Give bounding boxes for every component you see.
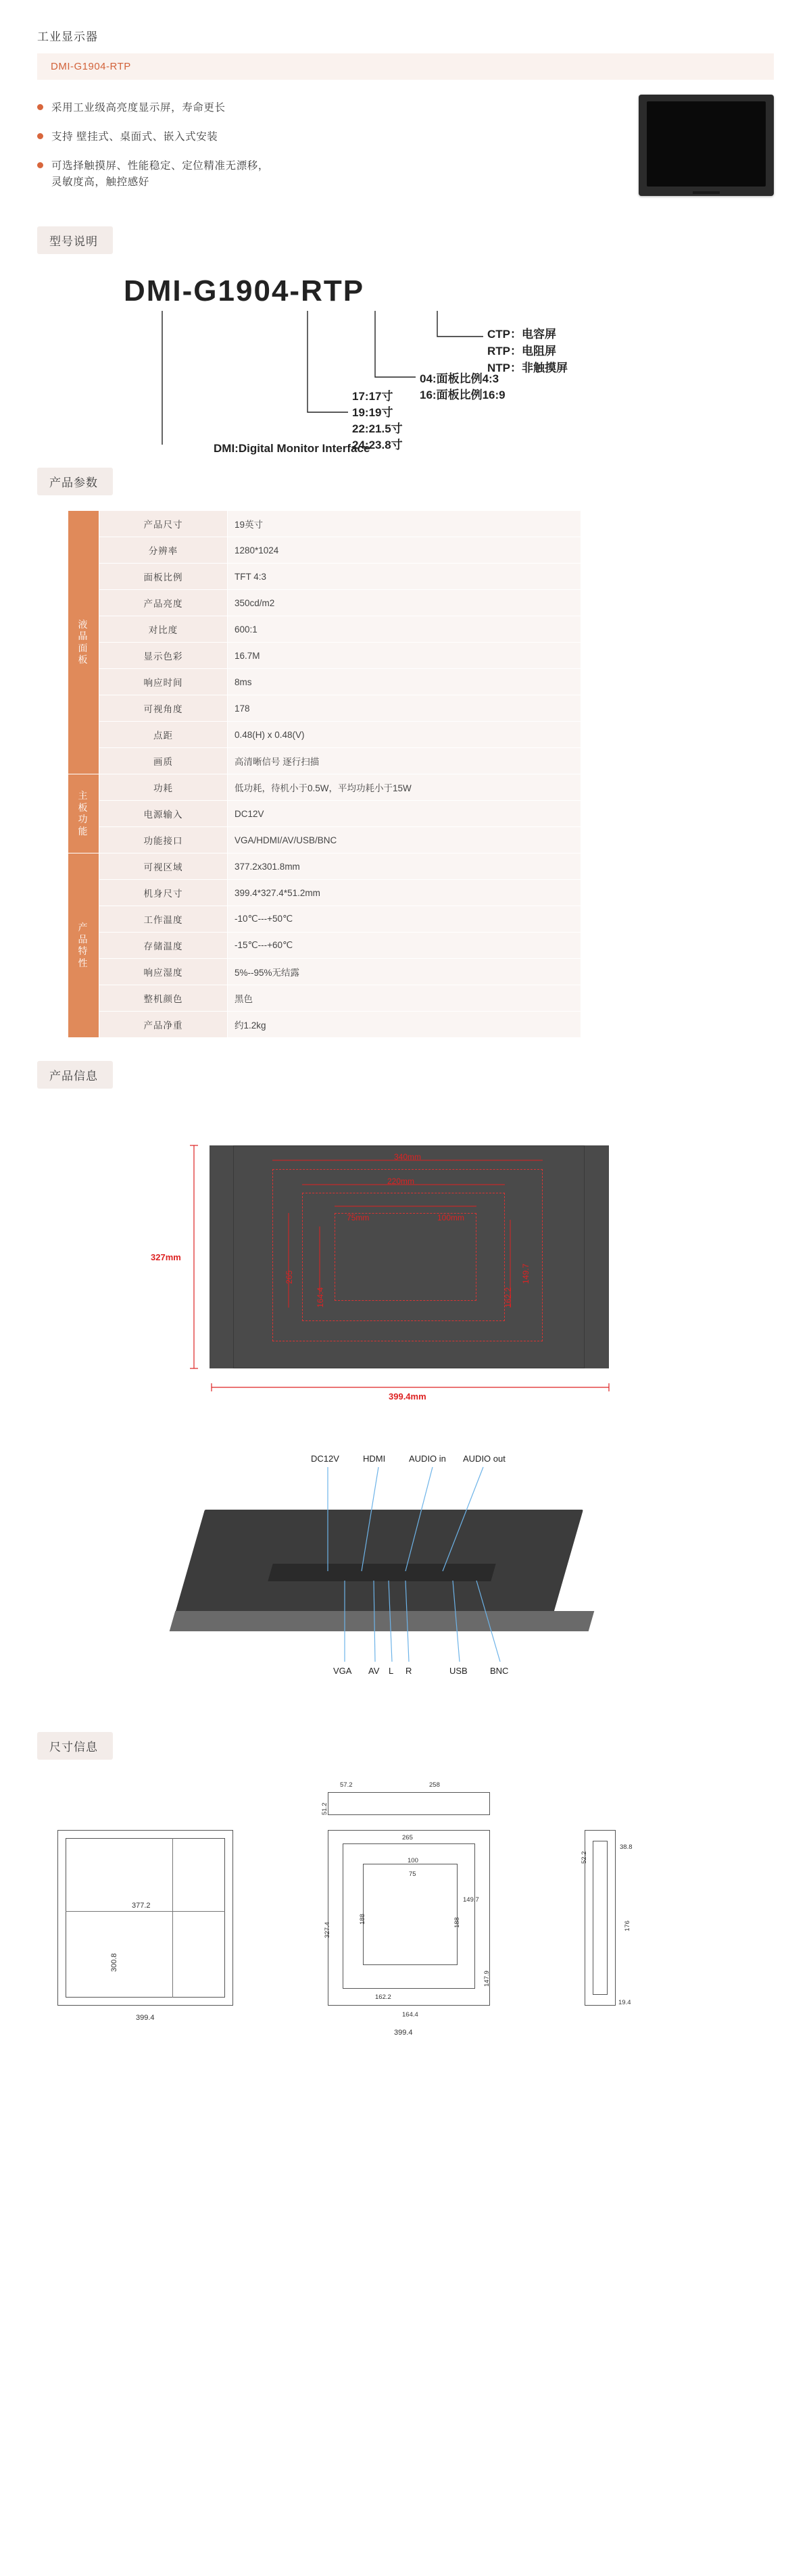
model-code: DMI-G1904-RTP — [124, 274, 365, 308]
spec-key: 分辨率 — [99, 537, 228, 564]
page-title: 工业显示器 — [37, 30, 98, 43]
table-row — [68, 643, 581, 669]
port-label-dc12v: DC12V — [311, 1454, 339, 1464]
spec-key: 功能接口 — [99, 827, 228, 853]
dim-height: 327mm — [151, 1252, 181, 1263]
spec-key: 工作温度 — [99, 906, 228, 933]
dimension-drawings — [37, 1776, 774, 2066]
list-item — [37, 100, 625, 117]
view2-dim-75: 75 — [409, 1871, 416, 1879]
spec-key: 产品尺寸 — [99, 511, 228, 537]
section-params — [0, 445, 811, 495]
list-item — [37, 158, 625, 192]
spec-value: VGA/HDMI/AV/USB/BNC — [228, 827, 581, 853]
feature-list — [37, 95, 625, 203]
port-label-bnc: BNC — [490, 1666, 509, 1677]
table-row — [68, 774, 581, 801]
model-suffix-rtp-key: RTP： — [487, 345, 522, 358]
table-row — [68, 853, 581, 880]
view2-dim-top-a: 57.2 — [340, 1781, 353, 1789]
view1-dim-inner-h: 300.8 — [110, 1953, 118, 1973]
view2-dim-327: 327.4 — [324, 1922, 331, 1939]
port-label-vga: VGA — [333, 1666, 352, 1677]
port-label-audio-out: AUDIO out — [463, 1454, 506, 1464]
spec-key: 面板比例 — [99, 564, 228, 590]
bullet-dot-icon — [37, 133, 43, 139]
spec-key: 存储温度 — [99, 933, 228, 959]
port-label-av: AV — [368, 1666, 380, 1677]
spec-group-mainboard — [68, 774, 99, 853]
spec-group-mainboard-label: 主板功能 — [78, 790, 89, 837]
section-product-info — [0, 1038, 811, 1089]
spec-value: 377.2x301.8mm — [228, 853, 581, 880]
spec-value: 178 — [228, 695, 581, 722]
dim-inner-100: 100mm — [437, 1213, 465, 1223]
model-suffix-ntp-val: 非触摸屏 — [522, 362, 568, 375]
view-side-inner — [593, 1841, 608, 1995]
dim-tiny-vert: 162.2 — [503, 1287, 513, 1308]
monitor-photo — [639, 95, 774, 196]
spec-key: 整机颜色 — [99, 985, 228, 1012]
spec-value: 399.4*327.4*51.2mm — [228, 880, 581, 906]
mechanical-drawing-front — [37, 1105, 774, 1422]
dim-inner-mid: 220mm — [387, 1176, 415, 1187]
model-prefix-dmi: DMI:Digital Monitor Interface — [214, 442, 370, 455]
port-label-r: R — [406, 1666, 412, 1677]
bullet-dot-icon — [37, 162, 43, 168]
monitor-screen — [647, 101, 766, 187]
leader-lines — [37, 269, 774, 445]
table-row — [68, 748, 581, 774]
model-suffix-rtp — [487, 341, 556, 358]
model-suffix-ctp-val: 电容屏 — [522, 328, 556, 341]
port-label-l: L — [389, 1666, 394, 1677]
spec-key: 产品净重 — [99, 1012, 228, 1038]
spec-value: 600:1 — [228, 616, 581, 643]
view2-dim-265: 265 — [402, 1834, 413, 1842]
view2-dim-164: 164.4 — [402, 2011, 418, 2019]
dim-right-vert: 149.7 — [521, 1264, 531, 1285]
view2-dim-149: 149.7 — [463, 1896, 479, 1904]
view-top-strip — [328, 1792, 490, 1815]
spec-group-panel — [68, 511, 99, 774]
dim-width: 399.4mm — [389, 1391, 426, 1402]
section-title-size-info: 尺寸信息 — [37, 1732, 113, 1760]
table-row — [68, 590, 581, 616]
model-banner: DMI-G1904-RTP — [37, 53, 774, 80]
model-ratio-04: 04:面板比例4:3 — [420, 372, 499, 386]
view3-dim-c: 176 — [624, 1921, 631, 1932]
spec-value: 黑色 — [228, 985, 581, 1012]
list-item — [37, 129, 625, 146]
spec-value: 16.7M — [228, 643, 581, 669]
intro-body — [37, 95, 774, 203]
table-row — [68, 669, 581, 695]
table-row — [68, 801, 581, 827]
product-datasheet-page — [0, 27, 811, 2107]
model-suffix-ctp-key: CTP： — [487, 328, 522, 341]
spec-value: 350cd/m2 — [228, 590, 581, 616]
view-front-inner — [66, 1838, 225, 1998]
spec-key: 对比度 — [99, 616, 228, 643]
dim-center-vert: 164.4 — [316, 1287, 325, 1308]
view3-dim-a: 52.2 — [581, 1851, 588, 1864]
spec-group-features-label: 产品特性 — [78, 922, 89, 968]
monitor-stand — [693, 191, 720, 194]
spec-value: 约1.2kg — [228, 1012, 581, 1038]
spec-key: 功耗 — [99, 774, 228, 801]
table-row — [68, 722, 581, 748]
table-row — [68, 880, 581, 906]
model-suffix-ntp-key: NTP： — [487, 362, 522, 375]
view3-dim-d: 19.4 — [618, 1999, 631, 2007]
view2-dim-147: 147.9 — [483, 1971, 491, 1987]
table-row — [68, 511, 581, 537]
table-row — [68, 695, 581, 722]
table-row — [68, 564, 581, 590]
section-title-product-info: 产品信息 — [37, 1061, 113, 1089]
model-size-22: 22:21.5寸 — [352, 422, 403, 436]
table-row — [68, 1012, 581, 1038]
spec-value: 低功耗，待机小于0.5W，平均功耗小于15W — [228, 774, 581, 801]
spec-value: 0.48(H) x 0.48(V) — [228, 722, 581, 748]
feature-text — [51, 158, 269, 192]
table-row — [68, 827, 581, 853]
dim-left-vert: 265 — [285, 1270, 294, 1285]
spec-key: 响应时间 — [99, 669, 228, 695]
spec-key: 画质 — [99, 748, 228, 774]
view-main-inner2 — [363, 1864, 458, 1965]
feature-text: 支持 壁挂式、桌面式、嵌入式安装 — [51, 130, 218, 143]
io-ports-drawing — [37, 1439, 774, 1709]
spec-value: 1280*1024 — [228, 537, 581, 564]
spec-value: 8ms — [228, 669, 581, 695]
spec-table — [68, 510, 581, 1038]
spec-key: 产品亮度 — [99, 590, 228, 616]
spec-key: 电源输入 — [99, 801, 228, 827]
model-size-19: 19:19寸 — [352, 406, 393, 420]
spec-group-panel-label: 液晶面板 — [78, 618, 89, 666]
spec-table-wrap — [68, 510, 581, 1038]
spec-value: TFT 4:3 — [228, 564, 581, 590]
model-ratio-16: 16:面板比例16:9 — [420, 389, 506, 402]
view1-dim-inner-w: 377.2 — [132, 1902, 151, 1910]
model-suffix-ntp — [487, 358, 568, 375]
view2-dim-162: 162.2 — [375, 1993, 391, 2002]
view-front-vline — [172, 1838, 173, 1998]
feature-text: 采用工业级高亮度显示屏，寿命更长 — [51, 102, 226, 114]
table-row — [68, 933, 581, 959]
view2-dim-top-b: 258 — [429, 1781, 440, 1789]
view2-dim-188a: 188 — [359, 1914, 366, 1925]
model-breakdown-diagram — [37, 269, 774, 455]
section-title-model-desc: 型号说明 — [37, 226, 113, 254]
port-label-usb: USB — [449, 1666, 468, 1677]
view1-dim-w: 399.4 — [136, 2014, 155, 2023]
spec-key: 机身尺寸 — [99, 880, 228, 906]
view2-dim-thickness: 51.2 — [321, 1802, 328, 1816]
spec-value: -10℃---+50℃ — [228, 906, 581, 933]
feature-text-line1: 可选择触摸屏、性能稳定、定位精准无漂移， — [51, 159, 270, 172]
model-size-17: 17:17寸 — [352, 390, 393, 403]
model-suffix-ctp — [487, 324, 556, 341]
spec-value: 19英寸 — [228, 511, 581, 537]
view2-dim-100: 100 — [408, 1857, 418, 1865]
view2-dim-188b: 188 — [453, 1917, 461, 1929]
table-row — [68, 959, 581, 985]
spec-value: -15℃---+60℃ — [228, 933, 581, 959]
spec-value: DC12V — [228, 801, 581, 827]
spec-key: 响应湿度 — [99, 959, 228, 985]
table-row — [68, 537, 581, 564]
dim-inner-top: 340mm — [394, 1152, 422, 1162]
dim-inner-small: 75mm — [347, 1213, 370, 1223]
port-label-audio-in: AUDIO in — [409, 1454, 446, 1464]
section-model-desc — [0, 203, 811, 254]
view3-dim-b: 38.8 — [620, 1843, 633, 1852]
spec-group-features — [68, 853, 99, 1038]
table-row — [68, 616, 581, 643]
table-row — [68, 906, 581, 933]
spec-key: 显示色彩 — [99, 643, 228, 669]
feature-text-line2: 灵敏度高，触控感好 — [51, 176, 149, 189]
spec-value: 5%--95%无结露 — [228, 959, 581, 985]
view2-dim-w: 399.4 — [394, 2029, 413, 2037]
section-title-params: 产品参数 — [37, 468, 113, 495]
monitor-bezel — [639, 95, 774, 196]
model-size-24: 24:23.8寸 — [352, 439, 403, 452]
spec-key: 点距 — [99, 722, 228, 748]
spec-value: 高清晰信号 逐行扫描 — [228, 748, 581, 774]
view-front-hline — [66, 1911, 225, 1912]
port-label-hdmi: HDMI — [363, 1454, 386, 1464]
table-row — [68, 985, 581, 1012]
model-suffix-rtp-val: 电阻屏 — [522, 345, 556, 358]
spec-key: 可视角度 — [99, 695, 228, 722]
bullet-dot-icon — [37, 104, 43, 110]
spec-key: 可视区域 — [99, 853, 228, 880]
section-size-info — [0, 1709, 811, 1760]
